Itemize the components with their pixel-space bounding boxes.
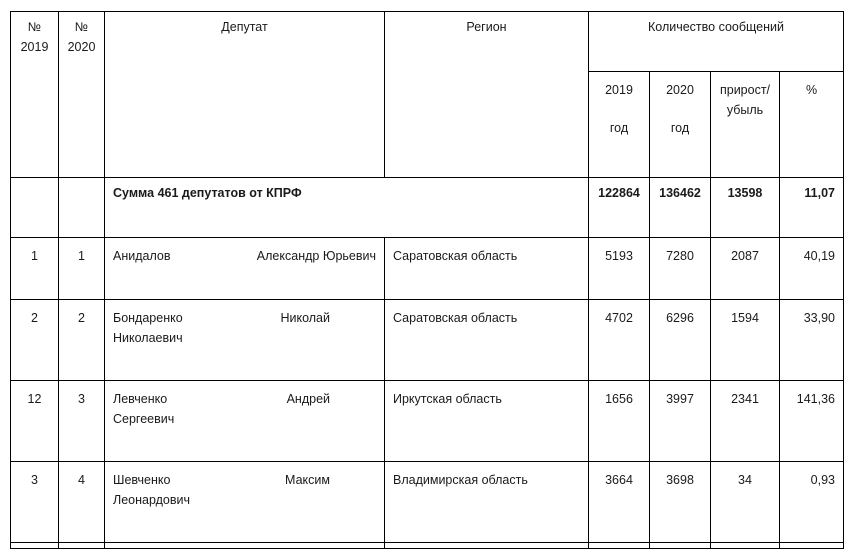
deputy-surname: Шевченко xyxy=(113,473,171,487)
row-region: Владимирская область xyxy=(385,462,589,543)
deputy-surname: Анидалов xyxy=(113,249,171,263)
row-2020: 6296 xyxy=(650,300,711,381)
header-row xyxy=(11,12,844,72)
empty-cell xyxy=(385,543,589,549)
header-2020-year: 2020 год xyxy=(650,72,711,178)
row-2020: 3997 xyxy=(650,381,711,462)
header-percent: % xyxy=(780,72,844,178)
header-2019-year: 2019 год xyxy=(589,72,650,178)
row-no-2019: 1 xyxy=(11,238,59,300)
deputies-messages-table xyxy=(10,11,844,549)
row-region: Саратовская область xyxy=(385,238,589,300)
row-growth: 1594 xyxy=(711,300,780,381)
row-growth: 2341 xyxy=(711,381,780,462)
row-deputy xyxy=(105,300,385,381)
row-no-2020: 4 xyxy=(59,462,105,543)
row-growth: 2087 xyxy=(711,238,780,300)
header-growth: прирост/ убыль xyxy=(711,72,780,178)
deputy-patronymic: Николаевич xyxy=(113,331,183,345)
row-no-2019: 3 xyxy=(11,462,59,543)
deputy-firstname: Андрей xyxy=(286,392,330,406)
deputy-firstname: Максим xyxy=(285,473,330,487)
row-growth: 34 xyxy=(711,462,780,543)
header-region: Регион xyxy=(385,12,589,178)
row-region: Иркутская область xyxy=(385,381,589,462)
table-row xyxy=(11,300,844,381)
empty-cell xyxy=(11,543,59,549)
row-percent: 141,36 xyxy=(780,381,844,462)
empty-cell xyxy=(589,543,650,549)
deputy-patronymic: Леонардович xyxy=(113,493,191,507)
deputy-firstname: Александр Юрьевич xyxy=(256,249,376,263)
empty-cell xyxy=(780,543,844,549)
summary-empty-2 xyxy=(59,178,105,238)
row-no-2019: 2 xyxy=(11,300,59,381)
row-deputy xyxy=(105,462,385,543)
row-deputy xyxy=(105,381,385,462)
header-no-2020: № 2020 xyxy=(59,12,105,178)
deputy-firstname: Николай xyxy=(280,311,330,325)
row-2019: 4702 xyxy=(589,300,650,381)
row-percent: 40,19 xyxy=(780,238,844,300)
empty-cell xyxy=(650,543,711,549)
row-percent: 0,93 xyxy=(780,462,844,543)
row-2019: 3664 xyxy=(589,462,650,543)
row-percent: 33,90 xyxy=(780,300,844,381)
summary-label: Сумма 461 депутатов от КПРФ xyxy=(105,178,589,238)
table-row xyxy=(11,462,844,543)
summary-percent: 11,07 xyxy=(780,178,844,238)
summary-2020: 136462 xyxy=(650,178,711,238)
header-deputy: Депутат xyxy=(105,12,385,178)
deputy-patronymic: Сергеевич xyxy=(113,412,175,426)
summary-growth: 13598 xyxy=(711,178,780,238)
row-2019: 1656 xyxy=(589,381,650,462)
empty-cell xyxy=(105,543,385,549)
empty-cell xyxy=(711,543,780,549)
empty-cell xyxy=(59,543,105,549)
header-no-2019: № 2019 xyxy=(11,12,59,178)
row-region: Саратовская область xyxy=(385,300,589,381)
row-2020: 3698 xyxy=(650,462,711,543)
row-no-2020: 2 xyxy=(59,300,105,381)
row-deputy xyxy=(105,238,385,300)
table-row xyxy=(11,238,844,300)
row-no-2020: 1 xyxy=(59,238,105,300)
row-no-2020: 3 xyxy=(59,381,105,462)
summary-2019: 122864 xyxy=(589,178,650,238)
table-row-partial xyxy=(11,543,844,549)
summary-row xyxy=(11,178,844,238)
row-2019: 5193 xyxy=(589,238,650,300)
row-no-2019: 12 xyxy=(11,381,59,462)
row-2020: 7280 xyxy=(650,238,711,300)
summary-empty-1 xyxy=(11,178,59,238)
deputy-surname: Левченко xyxy=(113,392,168,406)
deputy-surname: Бондаренко xyxy=(113,311,183,325)
table-row xyxy=(11,381,844,462)
header-messages: Количество сообщений xyxy=(589,12,844,72)
